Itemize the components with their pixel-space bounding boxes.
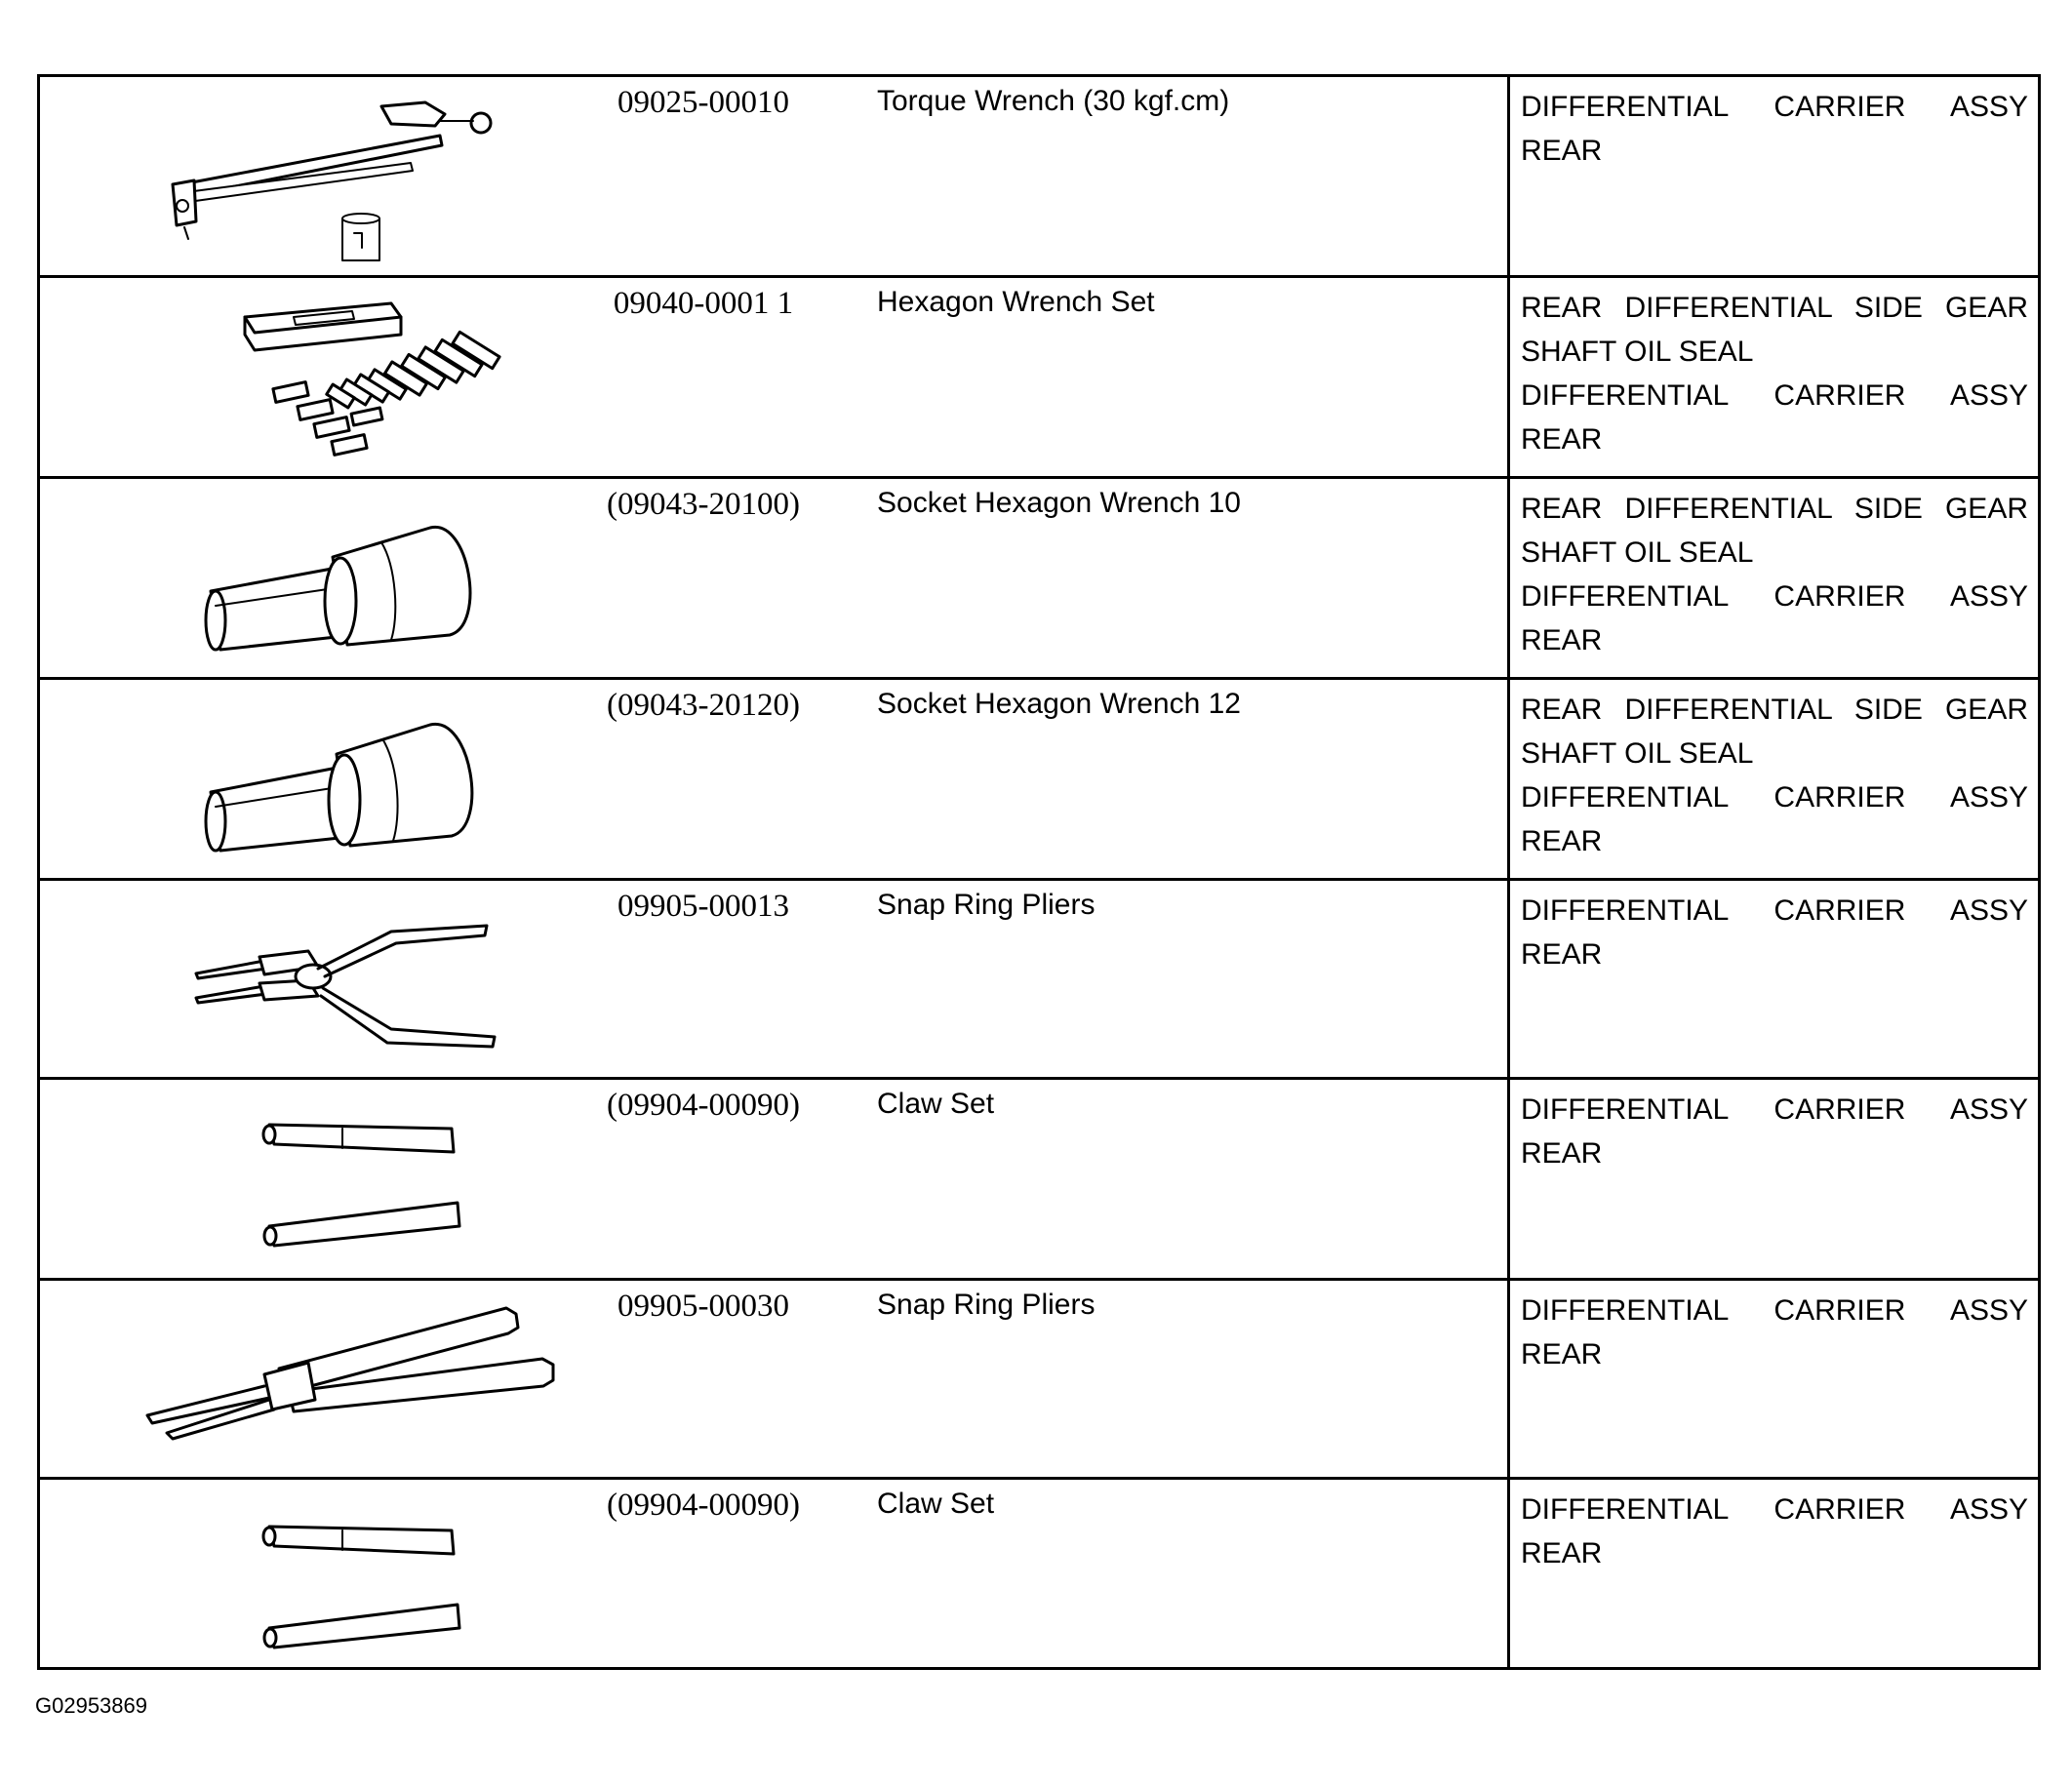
special-service-tools-table (37, 74, 2041, 1670)
claw-set-icon (99, 1090, 586, 1265)
part-name: Claw Set (877, 1488, 995, 1520)
column-divider (1507, 479, 1510, 677)
usage-line: DIFFERENTIAL CARRIER ASSY (1521, 781, 2028, 814)
socket-hexagon-wrench-icon (99, 489, 586, 664)
table-row (40, 881, 2038, 1080)
claw-set-icon (99, 1489, 586, 1665)
column-divider (1507, 881, 1510, 1077)
usage-line: DIFFERENTIAL CARRIER ASSY (1521, 1093, 2028, 1126)
part-number: 09040-0001 1 (613, 286, 794, 321)
table-row (40, 1281, 2038, 1480)
usage-list (1521, 85, 2028, 173)
torque-wrench-icon (99, 87, 586, 262)
usage-line: DIFFERENTIAL CARRIER ASSY (1521, 894, 2028, 927)
usage-line: SHAFT OIL SEAL (1521, 737, 1754, 770)
table-row (40, 1080, 2038, 1281)
usage-line: REAR (1521, 624, 1603, 656)
usage-line: DIFFERENTIAL CARRIER ASSY (1521, 91, 2028, 123)
hexagon-wrench-set-icon (99, 288, 586, 463)
table-row (40, 1480, 2038, 1667)
usage-list (1521, 1289, 2028, 1376)
column-divider (1507, 680, 1510, 878)
part-number: 09025-00010 (618, 85, 789, 120)
usage-line: REAR (1521, 1537, 1603, 1569)
socket-hexagon-wrench-icon (99, 690, 586, 865)
usage-line: REAR (1521, 423, 1603, 456)
table-row (40, 278, 2038, 479)
usage-line: DIFFERENTIAL CARRIER ASSY (1521, 1294, 2028, 1327)
part-number: 09905-00013 (618, 889, 789, 924)
table-row (40, 479, 2038, 680)
part-name: Socket Hexagon Wrench 10 (877, 487, 1241, 519)
part-number: (09904-00090) (607, 1088, 800, 1123)
usage-list (1521, 1488, 2028, 1575)
usage-list (1521, 487, 2028, 662)
part-name: Torque Wrench (30 kgf.cm) (877, 85, 1230, 117)
usage-line: REAR DIFFERENTIAL SIDE GEAR (1521, 493, 2028, 525)
table-row (40, 77, 2038, 278)
usage-line: REAR (1521, 1338, 1603, 1370)
usage-line: REAR (1521, 825, 1603, 857)
usage-line: REAR (1521, 938, 1603, 971)
part-number: (09043-20100) (607, 487, 800, 522)
table-row (40, 680, 2038, 881)
usage-list (1521, 1088, 2028, 1175)
large-snap-ring-pliers-icon (99, 1291, 586, 1466)
part-name: Hexagon Wrench Set (877, 286, 1155, 318)
part-name: Claw Set (877, 1088, 995, 1120)
usage-line: SHAFT OIL SEAL (1521, 536, 1754, 569)
part-number: (09043-20120) (607, 688, 800, 723)
part-number: (09904-00090) (607, 1488, 800, 1523)
part-name: Snap Ring Pliers (877, 889, 1096, 921)
part-number: 09905-00030 (618, 1289, 789, 1324)
usage-line: REAR (1521, 1137, 1603, 1170)
column-divider (1507, 1281, 1510, 1477)
usage-line: REAR (1521, 135, 1603, 167)
usage-line: REAR DIFFERENTIAL SIDE GEAR (1521, 292, 2028, 324)
snap-ring-pliers-icon (99, 891, 586, 1066)
usage-line: DIFFERENTIAL CARRIER ASSY (1521, 1493, 2028, 1526)
part-name: Snap Ring Pliers (877, 1289, 1096, 1321)
column-divider (1507, 77, 1510, 275)
usage-line: DIFFERENTIAL CARRIER ASSY (1521, 580, 2028, 613)
usage-line: REAR DIFFERENTIAL SIDE GEAR (1521, 694, 2028, 726)
column-divider (1507, 1080, 1510, 1278)
usage-line: SHAFT OIL SEAL (1521, 336, 1754, 368)
usage-list (1521, 889, 2028, 976)
usage-line: DIFFERENTIAL CARRIER ASSY (1521, 379, 2028, 412)
column-divider (1507, 278, 1510, 476)
usage-list (1521, 286, 2028, 461)
usage-list (1521, 688, 2028, 863)
graphic-id: G02953869 (35, 1693, 147, 1718)
part-name: Socket Hexagon Wrench 12 (877, 688, 1241, 720)
column-divider (1507, 1480, 1510, 1667)
